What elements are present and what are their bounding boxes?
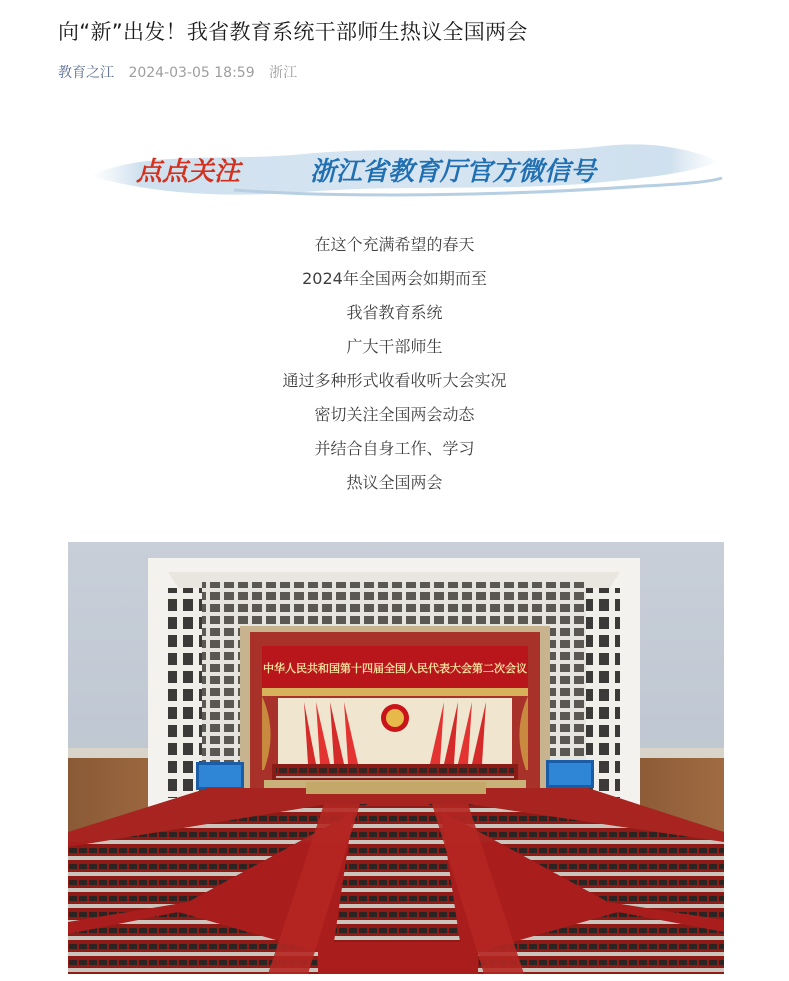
follow-banner	[84, 132, 724, 208]
intro-text	[0, 228, 789, 500]
intro-line: 2024年全国两会如期而至	[302, 269, 487, 288]
stage-banner-text: 中华人民共和国第十四届全国人民代表大会第二次会议	[263, 662, 527, 675]
intro-line: 密切关注全国两会动态	[314, 405, 475, 424]
intro-line: 在这个充满希望的春天	[314, 235, 475, 254]
conference-hall-illustration	[68, 542, 724, 974]
intro-line: 通过多种形式收看收听大会实况	[282, 371, 507, 390]
banner-left-text: 点点关注	[136, 157, 241, 187]
publish-time: 2024-03-05 18:59	[128, 65, 255, 81]
conference-hall-photo[interactable]	[68, 542, 724, 974]
intro-line: 并结合自身工作、学习	[314, 439, 475, 458]
article-title: 向“新”出发！我省教育系统干部师生热议全国两会	[58, 20, 528, 44]
intro-line: 热议全国两会	[346, 473, 443, 492]
banner-right-text: 浙江省教育厅官方微信号	[310, 157, 597, 187]
account-name-link[interactable]: 教育之江	[58, 65, 114, 81]
intro-line: 我省教育系统	[346, 303, 443, 322]
article-meta	[58, 62, 297, 82]
intro-line: 广大干部师生	[346, 337, 443, 356]
publish-location: 浙江	[269, 65, 298, 81]
